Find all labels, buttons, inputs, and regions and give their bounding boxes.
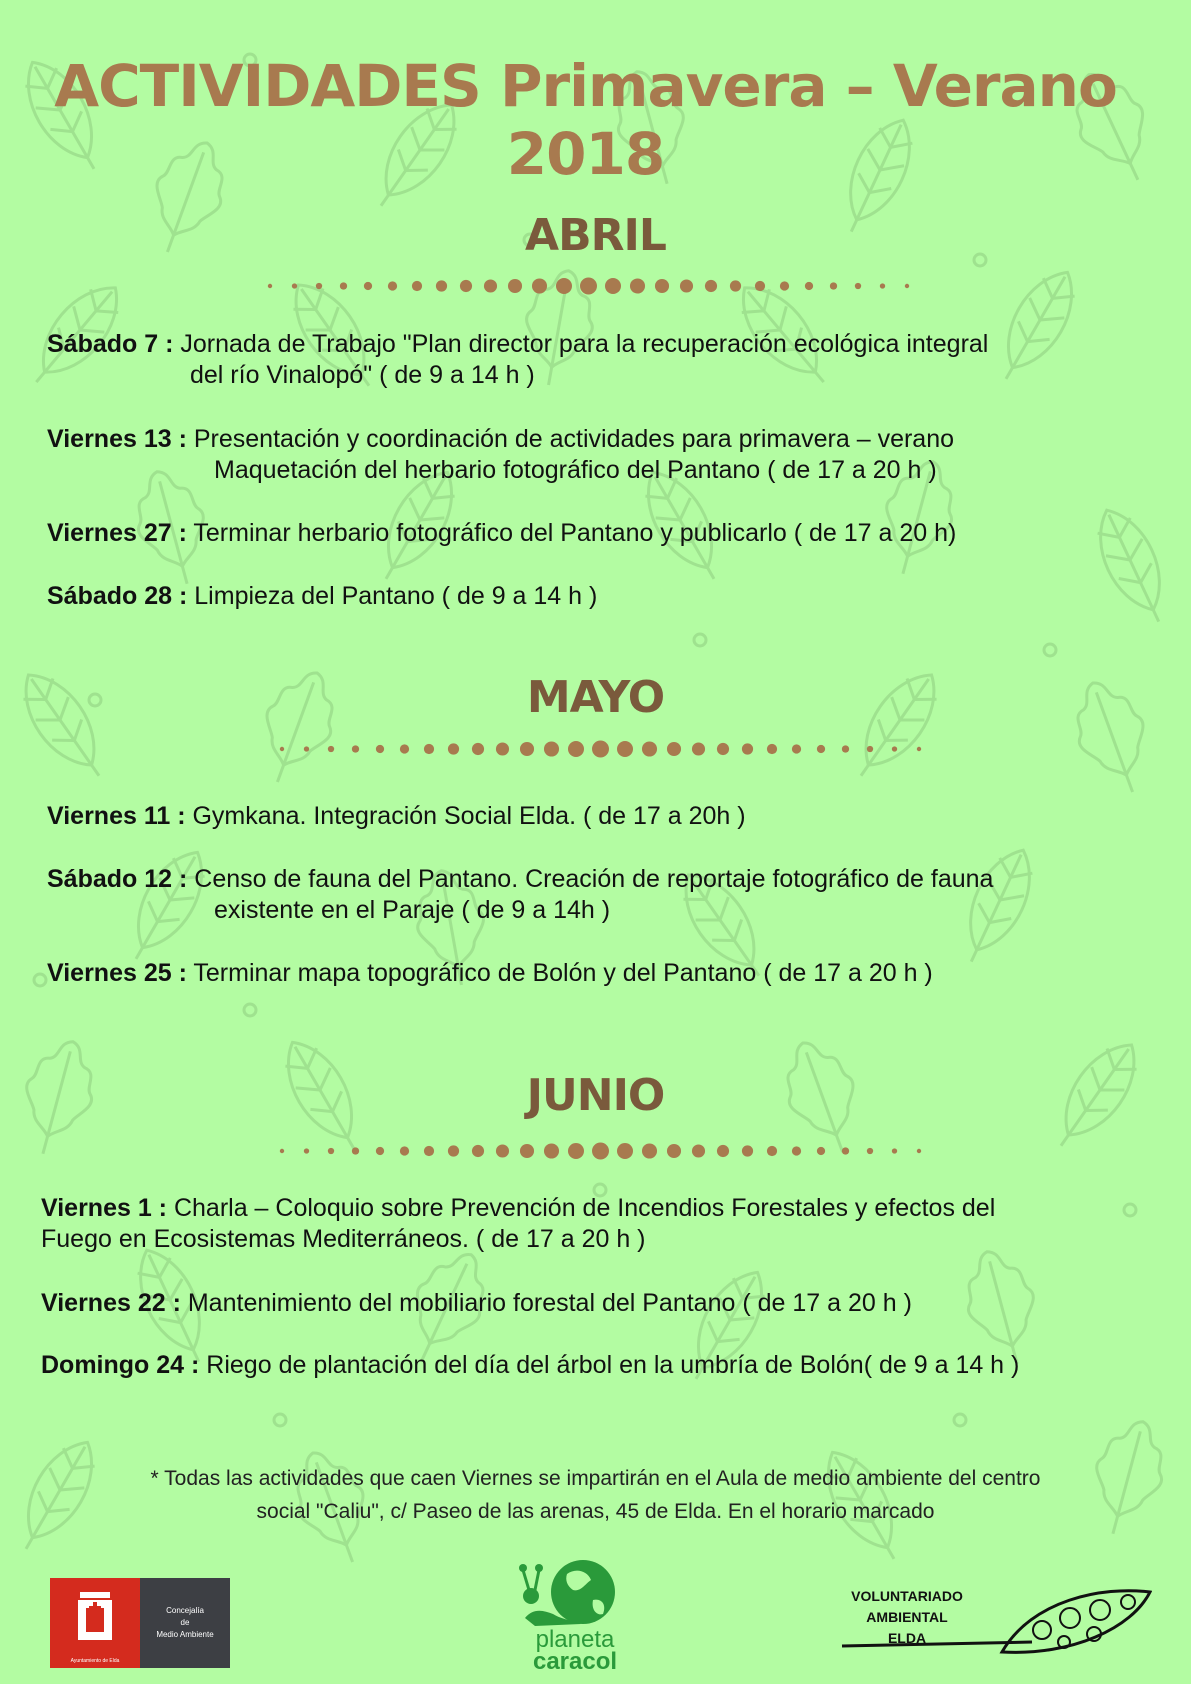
divider-dot — [842, 745, 849, 752]
voluntariado-line: ELDA — [887, 1630, 927, 1646]
entry-day: Viernes 27 : — [47, 519, 187, 547]
divider-dot — [755, 281, 765, 291]
divider-dot — [717, 1145, 729, 1157]
divider-dot — [830, 282, 837, 289]
divider-dot — [792, 744, 801, 753]
ayuntamiento-elda-logo — [50, 1578, 230, 1668]
divider-dot — [436, 280, 447, 291]
divider-dot — [917, 747, 921, 751]
divider-dot — [448, 743, 459, 754]
divider-dot — [508, 279, 522, 293]
voluntariado-ambiental-logo — [832, 1580, 1152, 1660]
divider-dot — [767, 744, 777, 754]
voluntariado-label — [832, 1586, 982, 1649]
caracol-word: caracol — [532, 1648, 618, 1675]
divider-dot — [304, 1148, 309, 1153]
list-item — [47, 424, 954, 486]
divider-dot — [905, 284, 909, 288]
divider-dot — [730, 280, 741, 291]
entry-text: Censo de fauna del Pantano. Creación de reportaje fotográfico de fauna — [194, 865, 994, 893]
divider-dot — [867, 1148, 873, 1154]
entry-continuation: Maquetación del herbario fotográfico del Pantano ( de 17 a 20 h ) — [214, 456, 937, 484]
divider-dot — [692, 1144, 705, 1157]
dot-divider-abril — [262, 276, 932, 296]
divider-dot — [617, 741, 633, 757]
divider-dot — [376, 1147, 384, 1155]
list-item — [47, 958, 933, 989]
crest-caption: Ayuntamiento de Elda — [70, 1658, 120, 1664]
divider-dot — [680, 279, 693, 292]
divider-dot — [817, 745, 825, 753]
divider-dot — [630, 278, 645, 293]
entry-text: Presentación y coordinación de actividades para primavera – verano — [193, 425, 955, 453]
caracol-word: planeta — [535, 1626, 615, 1653]
concejalia-line: Medio Ambiente — [156, 1630, 214, 1639]
divider-dot — [867, 746, 873, 752]
divider-dot — [544, 741, 559, 756]
voluntariado-line: VOLUNTARIADO — [851, 1588, 963, 1604]
divider-dot — [304, 746, 309, 751]
month-heading-junio: JUNIO — [526, 1070, 665, 1121]
dot-divider-mayo — [274, 739, 944, 759]
entry-text: Terminar mapa topográfico de Bolón y del Pantano ( de 17 a 20 h ) — [193, 959, 933, 987]
entry-continuation: del río Vinalopó" ( de 9 a 14 h ) — [190, 361, 535, 389]
entry-text: Charla – Coloquio sobre Prevención de Incendios Forestales y efectos del — [173, 1194, 996, 1222]
divider-dot — [592, 741, 609, 758]
entry-text: Mantenimiento del mobiliario forestal del Pantano ( de 17 a 20 h ) — [187, 1289, 912, 1317]
page-title: ACTIVIDADES Primavera – Verano 2018 — [54, 52, 1117, 188]
planeta-caracol-logo — [515, 1540, 635, 1675]
divider-dot — [400, 1146, 409, 1155]
list-item — [41, 1193, 995, 1255]
divider-dot — [855, 283, 861, 289]
entry-text: Terminar herbario fotográfico del Pantano y publicarlo ( de 17 a 20 h) — [193, 519, 957, 547]
divider-dot — [642, 741, 657, 756]
voluntariado-line: AMBIENTAL — [866, 1609, 948, 1625]
elda-crest — [50, 1578, 140, 1668]
divider-dot — [472, 1145, 484, 1157]
entry-day: Domingo 24 : — [41, 1351, 200, 1379]
concejalia-line: Concejalía — [166, 1606, 204, 1615]
entry-day: Viernes 25 : — [47, 959, 187, 987]
entry-day: Sábado 12 : — [47, 865, 188, 893]
divider-dot — [328, 746, 334, 752]
entry-day: Viernes 11 : — [47, 802, 186, 830]
divider-dot — [805, 282, 813, 290]
divider-dot — [292, 283, 297, 288]
divider-dot — [792, 1146, 801, 1155]
divider-dot — [917, 1149, 921, 1153]
divider-dot — [532, 278, 547, 293]
divider-dot — [892, 1148, 897, 1153]
divider-dot — [280, 747, 284, 751]
divider-dot — [655, 279, 669, 293]
entry-continuation: existente en el Paraje ( de 9 a 14h ) — [214, 896, 611, 924]
list-item — [47, 801, 746, 832]
castle-icon — [50, 1578, 140, 1668]
dot-divider-junio — [274, 1141, 944, 1161]
divider-dot — [340, 282, 347, 289]
divider-dot — [692, 742, 705, 755]
list-item — [47, 329, 988, 391]
footer-note — [60, 1462, 1131, 1528]
concejalia-line: de — [180, 1618, 190, 1627]
entry-text: Jornada de Trabajo "Plan director para la recuperación ecológica integral — [180, 330, 989, 358]
divider-dot — [376, 745, 384, 753]
divider-dot — [364, 282, 372, 290]
divider-dot — [448, 1145, 459, 1156]
entry-text: Gymkana. Integración Social Elda. ( de 17 a 20h ) — [192, 802, 746, 830]
divider-dot — [460, 280, 472, 292]
divider-dot — [496, 742, 509, 755]
footer-note-line: social "Caliu", c/ Paseo de las arenas, 45 de Elda. En el horario marcado — [256, 1500, 935, 1523]
divider-dot — [642, 1143, 657, 1158]
divider-dot — [568, 741, 584, 757]
list-item — [47, 518, 956, 549]
divider-dot — [496, 1144, 509, 1157]
divider-dot — [617, 1143, 633, 1159]
divider-dot — [544, 1143, 559, 1158]
divider-dot — [352, 745, 359, 752]
entry-day: Sábado 7 : — [47, 330, 174, 358]
divider-dot — [424, 744, 434, 754]
month-heading-mayo: MAYO — [526, 672, 665, 723]
snail-globe-icon — [515, 1540, 635, 1630]
divider-dot — [817, 1147, 825, 1155]
divider-dot — [352, 1147, 359, 1154]
divider-dot — [400, 744, 409, 753]
divider-dot — [667, 1144, 681, 1158]
divider-dot — [520, 742, 534, 756]
entry-day: Viernes 22 : — [41, 1289, 181, 1317]
concejalia-label — [140, 1578, 230, 1668]
divider-dot — [605, 278, 621, 294]
divider-dot — [892, 746, 897, 751]
entry-text: Riego de plantación del día del árbol en la umbría de Bolón( de 9 a 14 h ) — [206, 1351, 1020, 1379]
footer-note-line: * Todas las actividades que caen Viernes se impartirán en el Aula de medio ambiente del centro — [150, 1467, 1041, 1490]
divider-dot — [880, 283, 885, 288]
divider-dot — [484, 279, 497, 292]
divider-dot — [328, 1148, 334, 1154]
divider-dot — [842, 1147, 849, 1154]
divider-dot — [742, 743, 753, 754]
divider-dot — [280, 1149, 284, 1153]
divider-dot — [316, 283, 322, 289]
divider-dot — [705, 280, 717, 292]
divider-dot — [568, 1143, 584, 1159]
divider-dot — [412, 281, 422, 291]
divider-dot — [472, 743, 484, 755]
divider-dot — [717, 743, 729, 755]
entry-day: Viernes 13 : — [47, 425, 187, 453]
divider-dot — [556, 278, 572, 294]
divider-dot — [388, 281, 397, 290]
divider-dot — [520, 1144, 534, 1158]
entry-continuation: Fuego en Ecosistemas Mediterráneos. ( de 17 a 20 h ) — [41, 1225, 646, 1253]
list-item — [41, 1288, 912, 1319]
entry-text: Limpieza del Pantano ( de 9 a 14 h ) — [194, 582, 598, 610]
divider-dot — [268, 284, 272, 288]
list-item — [41, 1350, 1019, 1381]
divider-dot — [667, 742, 681, 756]
list-item — [47, 581, 597, 612]
divider-dot — [424, 1146, 434, 1156]
divider-dot — [592, 1143, 609, 1160]
month-heading-abril: ABRIL — [525, 210, 666, 261]
divider-dot — [580, 278, 597, 295]
divider-dot — [780, 281, 789, 290]
list-item — [47, 864, 993, 926]
entry-day: Viernes 1 : — [41, 1194, 168, 1222]
divider-dot — [767, 1146, 777, 1156]
entry-day: Sábado 28 : — [47, 582, 188, 610]
divider-dot — [742, 1145, 753, 1156]
